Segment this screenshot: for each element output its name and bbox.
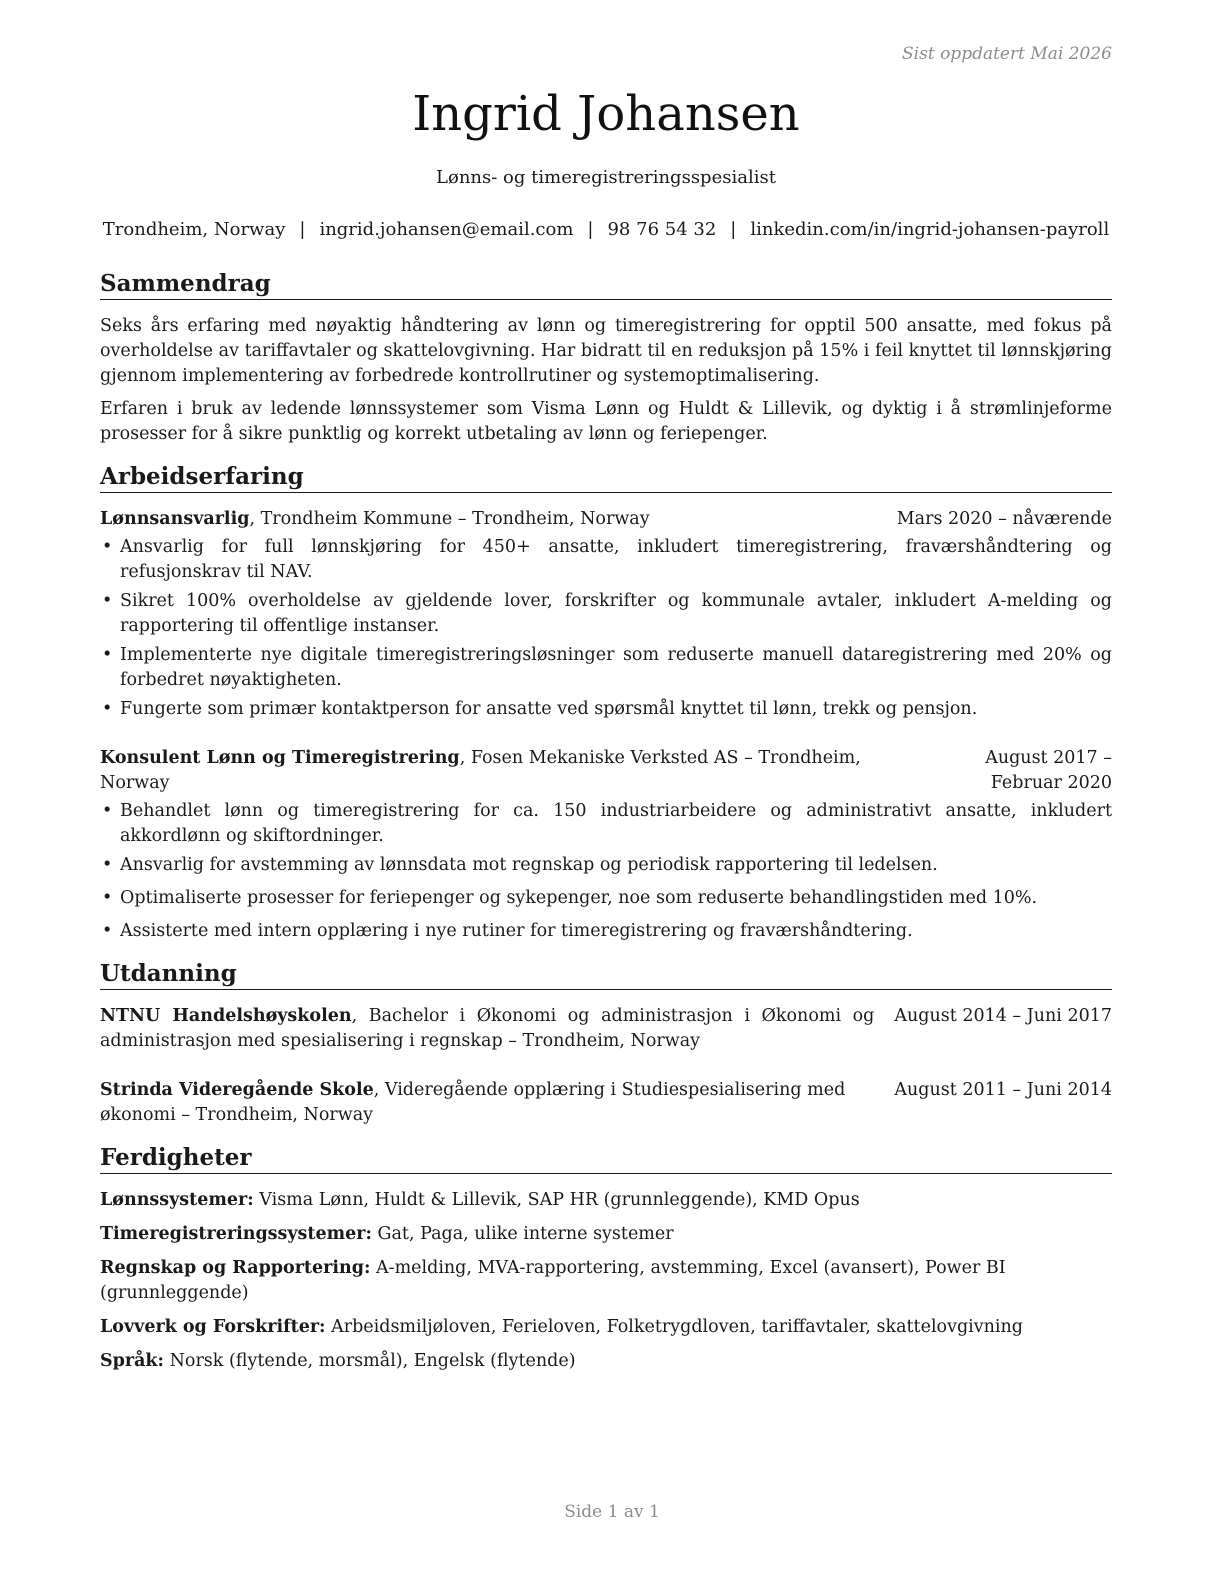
job-entry [100,507,1112,722]
education-date: August 2014 – Juni 2017 [894,1006,1112,1026]
bullet-text: Ansvarlig for full lønnskjøring for 450+ ansatte, inkludert timeregistrering, fraværshåndtering og refusjonskrav til NAV. [120,537,1112,582]
contact-location: Trondheim, Norway [102,219,286,240]
skill-label: Lovverk og Forskrifter: [100,1317,326,1337]
list-item [100,535,1112,585]
last-updated: Sist oppdatert Mai 2026 [902,44,1112,64]
job-title-employer [100,507,650,532]
job-bullets [100,535,1112,722]
education-date: August 2011 – Juni 2014 [894,1080,1112,1100]
separator: | [587,219,594,240]
bullet-icon: • [102,801,113,821]
skill-value: Arbeidsmiljøloven, Ferieloven, Folketrygdloven, tariffavtaler, skattelovgivning [325,1317,1023,1337]
candidate-name: Ingrid Johansen [412,86,800,142]
education-text [100,1078,874,1128]
skill-row [100,1256,1112,1306]
job-title-employer [100,746,918,796]
school-name: Strinda Videregående Skole [100,1080,374,1100]
job-header [100,746,1112,796]
resume-content [100,270,1112,1383]
bullet-icon: • [102,537,113,557]
bullet-icon: • [102,699,113,719]
education-entry [100,1078,1112,1128]
separator: | [299,219,306,240]
job-bullets [100,799,1112,944]
job-header [100,507,1112,532]
bullet-icon: • [102,645,113,665]
school-name: NTNU Handelshøyskolen [100,1006,352,1026]
bullet-text: Behandlet lønn og timeregistrering for ca. 150 industriarbeidere og administrativt ansatte, inkludert akkordlønn og skiftordninger. [120,801,1112,846]
contact-line [100,219,1112,240]
summary-paragraph: Seks års erfaring med nøyaktig håndtering av lønn og timeregistrering for opptil 500 ansatte, med fokus på overholdelse av tariffavtaler og skattelovgivning. Har bidratt til en reduksjon på 15% i feil knyttet til lønnskjøring gjennom implementering av forbedrede kontrollrutiner og systemoptimalisering. [100,316,1112,386]
list-item [100,589,1112,639]
skill-row [100,1222,1112,1247]
job-role: Lønnsansvarlig [100,509,250,529]
skill-value: Visma Lønn, Huldt & Lillevik, SAP HR (grunnleggende), KMD Opus [253,1190,860,1210]
summary-paragraph: Erfaren i bruk av ledende lønnssystemer som Visma Lønn og Huldt & Lillevik, og dyktig i å strømlinjeforme prosesser for å sikre punktlig og korrekt utbetaling av lønn og feriepenger. [100,399,1112,444]
skill-label: Språk: [100,1351,165,1371]
skill-row [100,1188,1112,1213]
education-entry [100,1004,1112,1054]
job-role: Konsulent Lønn og Timeregistrering [100,748,460,768]
skill-value: Norsk (flytende, morsmål), Engelsk (flytende) [164,1351,576,1371]
education-detail: , Videregående opplæring i Studiespesialisering med økonomi – Trondheim, Norway [100,1080,846,1125]
job-title: Lønns- og timeregistreringsspesialist [436,167,776,188]
bullet-icon: • [102,921,113,941]
separator: | [730,219,737,240]
job-date: August 2017 – Februar 2020 [985,748,1112,793]
skill-label: Timeregistreringssystemer: [100,1224,372,1244]
contact-linkedin[interactable]: linkedin.com/in/ingrid-johansen-payroll [750,219,1110,240]
education-text [100,1004,874,1054]
skill-value: A-melding, MVA-rapportering, avstemming, Excel (avansert), Power BI (grunnleggende) [100,1258,1006,1303]
education-detail: , Bachelor i Økonomi og administrasjon i Økonomi og administrasjon med spesialisering i regnskap – Trondheim, Norway [100,1006,875,1051]
list-item [100,886,1112,911]
contact-phone: 98 76 54 32 [607,219,717,240]
skill-label: Lønnssystemer: [100,1190,254,1210]
section-title-experience: Arbeidserfaring [100,463,1112,493]
bullet-text: Implementerte nye digitale timeregistreringsløsninger som reduserte manuell dataregistrering med 20% og forbedret nøyaktigheten. [120,645,1112,690]
list-item [100,799,1112,849]
job-date: Mars 2020 – nåværende [896,509,1112,529]
bullet-icon: • [102,591,113,611]
section-title-skills: Ferdigheter [100,1144,1112,1174]
job-employer: , Trondheim Kommune – Trondheim, Norway [249,509,650,529]
skill-row [100,1349,1112,1374]
bullet-icon: • [102,888,113,908]
list-item [100,643,1112,693]
job-employer: , Fosen Mekaniske Verksted AS – Trondheim, Norway [100,748,861,793]
job-entry [100,746,1112,944]
skill-value: Gat, Paga, ulike interne systemer [371,1224,674,1244]
page-number: Side 1 av 1 [564,1502,660,1522]
section-title-education: Utdanning [100,960,1112,990]
list-item [100,697,1112,722]
bullet-text: Assisterte med intern opplæring i nye rutiner for timeregistrering og fraværshåndtering. [120,921,913,941]
bullet-text: Fungerte som primær kontaktperson for ansatte ved spørsmål knyttet til lønn, trekk og pensjon. [120,699,978,719]
bullet-icon: • [102,855,113,875]
list-item [100,853,1112,878]
section-title-summary: Sammendrag [100,270,1112,300]
bullet-text: Optimaliserte prosesser for feriepenger og sykepenger, noe som reduserte behandlingstiden med 10%. [120,888,1038,908]
bullet-text: Ansvarlig for avstemming av lønnsdata mot regnskap og periodisk rapportering til ledelsen. [120,855,938,875]
list-item [100,919,1112,944]
skill-row [100,1315,1112,1340]
bullet-text: Sikret 100% overholdelse av gjeldende lover, forskrifter og kommunale avtaler, inkludert A-melding og rapportering til offentlige instanser. [120,591,1112,636]
skill-label: Regnskap og Rapportering: [100,1258,371,1278]
contact-email[interactable]: ingrid.johansen@email.com [319,219,574,240]
